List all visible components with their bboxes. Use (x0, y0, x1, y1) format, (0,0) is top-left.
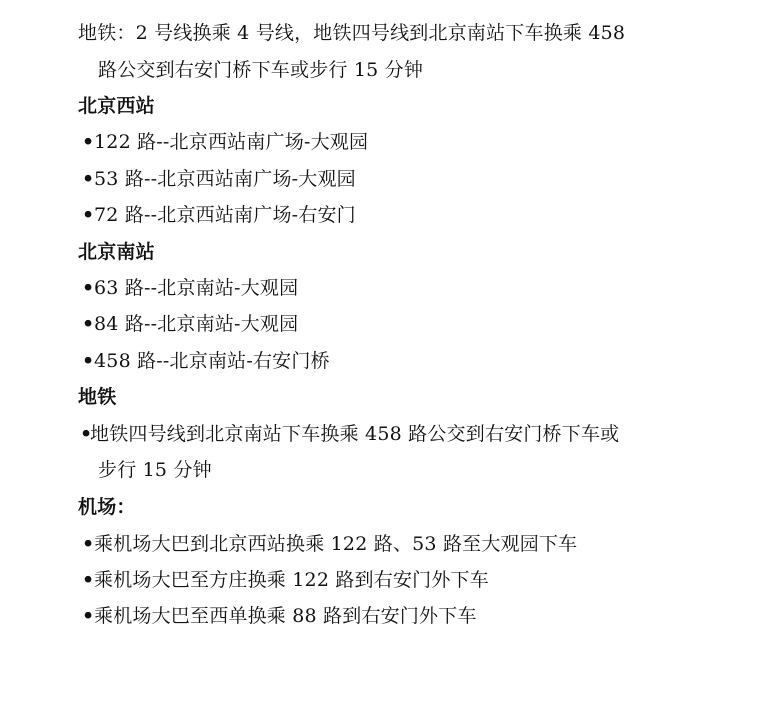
list-item-text: 458 路--北京南站-右安门桥 (94, 350, 330, 372)
list-item (82, 129, 368, 155)
list-item-text: 63 路--北京南站-大观园 (94, 277, 299, 299)
list-item-text: 53 路--北京西站南广场-大观园 (94, 168, 356, 190)
bullet-icon: • (80, 423, 93, 445)
list-item (82, 603, 477, 629)
intro-line-2: 路公交到右安门桥下车或步行 15 分钟 (98, 59, 424, 81)
section-heading-beijing-west: 北京西站 (78, 95, 155, 117)
section-heading-beijing-south: 北京南站 (78, 241, 155, 263)
list-item-continuation: 步行 15 分钟 (98, 459, 212, 481)
section-heading-airport: 机场： (78, 496, 136, 518)
list-item-text: 乘机场大巴到北京西站换乘 122 路、53 路至大观园下车 (94, 533, 578, 555)
section-heading-subway: 地铁 (78, 386, 117, 408)
list-item (82, 567, 489, 593)
bullet-icon: • (82, 350, 95, 372)
list-item (82, 348, 330, 374)
list-item-text: 乘机场大巴至西单换乘 88 路到右安门外下车 (94, 605, 477, 627)
list-item-text: 72 路--北京西站南广场-右安门 (94, 204, 356, 226)
list-item (82, 166, 356, 192)
list-item-text: 乘机场大巴至方庄换乘 122 路到右安门外下车 (94, 569, 489, 591)
bullet-icon: • (82, 204, 95, 226)
list-item-text: 84 路--北京南站-大观园 (94, 313, 299, 335)
bullet-icon: • (82, 277, 95, 299)
bullet-icon: • (82, 533, 95, 555)
list-item (80, 421, 619, 447)
bullet-icon: • (82, 313, 95, 335)
list-item (82, 531, 577, 557)
list-item-text: 地铁四号线到北京南站下车换乘 458 路公交到右安门桥下车或 (90, 423, 620, 445)
bullet-icon: • (82, 605, 95, 627)
list-item-text: 122 路--北京西站南广场-大观园 (94, 131, 369, 153)
bullet-icon: • (82, 168, 95, 190)
bullet-icon: • (82, 569, 95, 591)
bullet-icon: • (82, 131, 95, 153)
list-item (82, 275, 298, 301)
intro-line-1: 地铁：2 号线换乘 4 号线，地铁四号线到北京南站下车换乘 458 (78, 22, 626, 44)
list-item (82, 311, 298, 337)
list-item (82, 202, 356, 228)
